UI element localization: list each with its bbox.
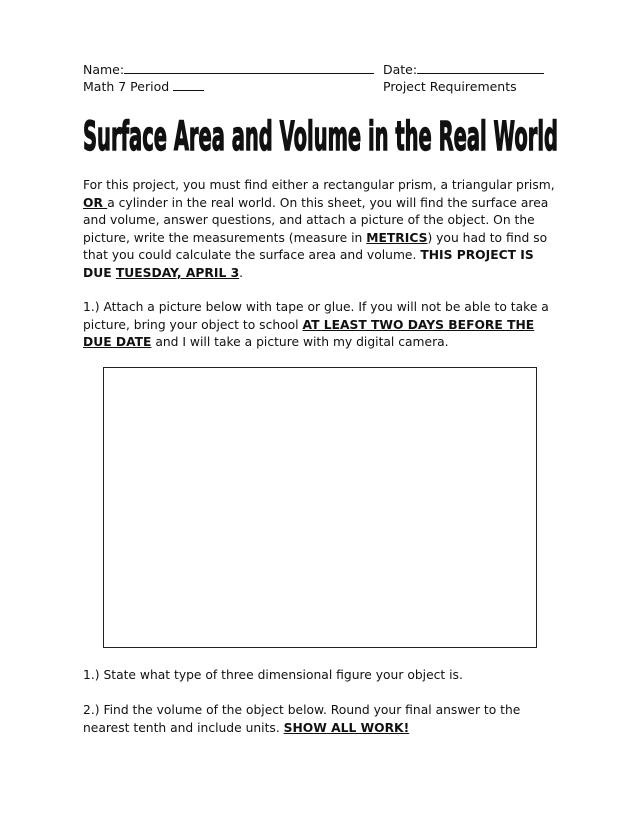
picture-instruction [83,299,563,352]
volume-emphasis: SHOW ALL WORK! [283,720,410,735]
intro-text-4: . [239,265,244,280]
name-field [83,62,374,78]
picture-emphasis: AT LEAST TWO DAYS BEFORE THE DUE DATE [83,317,535,349]
picture-text-1: 1.) Attach a picture below with tape or glue. If you will not be able to take a picture, bring your object to school [83,300,549,332]
intro-metrics: METRICS [366,230,428,245]
volume-text: 2.) Find the volume of the object below. Round your final answer to the nearest tenth and include units. [83,703,521,735]
intro-or: OR [83,195,108,210]
period-blank [173,79,204,91]
intro-due-date: TUESDAY, APRIL 3 [115,265,240,280]
intro-text-2: a cylinder in the real world. On this sheet, you will find the surface area and volume, answer questions, and attach a picture of the object. On the picture, write the measurements (measure in [83,195,549,245]
picture-box [103,367,537,648]
intro-due-label: THIS PROJECT IS DUE [83,248,534,280]
volume-question [83,702,563,737]
class-label: Math 7 Period [83,79,170,94]
picture-text-2: and I will take a picture with my digital camera. [151,335,449,349]
page-title [83,110,558,160]
date-label: Date: [383,62,418,77]
intro-paragraph [83,177,563,282]
period-field [83,79,204,95]
intro-text-1: For this project, you must find either a rectangular prism, a triangular prism, [83,178,555,192]
name-label: Name: [83,62,125,77]
name-blank [124,62,374,74]
figure-question: 1.) State what type of three dimensional figure your object is. [83,668,463,682]
intro-text-3: ) you had to find so that you could calculate the surface area and volume. [83,230,548,262]
date-field [383,62,544,78]
doc-type: Project Requirements [383,79,517,94]
date-blank [417,62,544,74]
page-title-text: Surface Area and Volume in the Real World [83,114,558,160]
